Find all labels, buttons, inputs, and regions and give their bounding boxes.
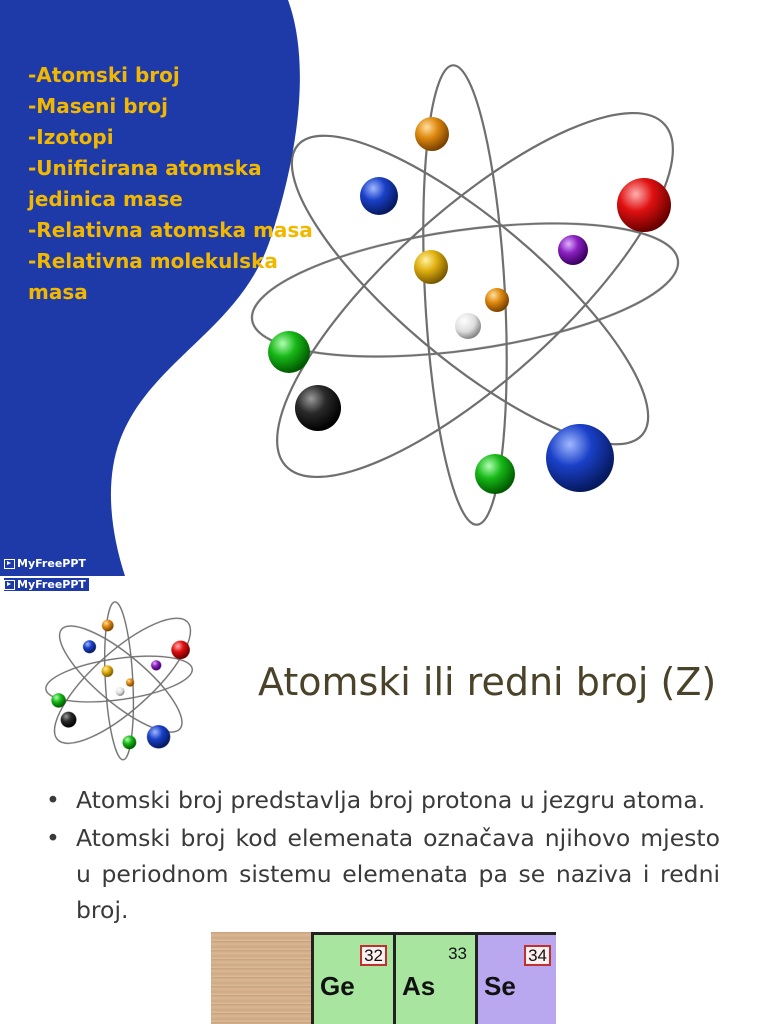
- element-symbol: As: [402, 971, 436, 1001]
- element-symbol: Ge: [320, 971, 355, 1001]
- element-cell: [396, 935, 478, 1024]
- topic-item: -Unificirana atomska jedinica mase: [28, 156, 262, 211]
- atomic-number: 34: [524, 945, 551, 966]
- element-symbol: Se: [484, 971, 516, 1001]
- topic-item: -Relativna molekulska masa: [28, 249, 278, 304]
- bullet-item: • Atomski broj predstavlja broj protona u jezgru atoma.: [40, 782, 720, 818]
- wood-background: [211, 932, 311, 1024]
- element-cell: [314, 935, 396, 1024]
- atomic-number: 33: [448, 944, 467, 963]
- bullet-list: [40, 782, 720, 930]
- topic-item: -Izotopi: [28, 125, 114, 149]
- myfreeppt-logo-icon: [4, 580, 15, 590]
- myfreeppt-brand: [4, 578, 89, 591]
- brand-label: MyFreePPT: [17, 578, 86, 591]
- periodic-table-excerpt: [211, 932, 556, 1024]
- myfreeppt-logo-icon: [4, 559, 15, 569]
- topic-item: -Maseni broj: [28, 94, 168, 118]
- bullet-item: • Atomski broj kod elemenata označava njihovo mjesto u periodnom sistemu elemenata pa se naziva i redni broj.: [40, 820, 720, 928]
- topic-item: -Relativna atomska masa: [28, 218, 313, 242]
- atomic-number: 32: [360, 945, 387, 966]
- atom-model-icon: [20, 600, 225, 765]
- element-cells: [311, 932, 556, 1024]
- slide-title: Atomski ili redni broj (Z): [258, 660, 717, 704]
- myfreeppt-brand: [4, 557, 86, 570]
- topic-item: -Atomski broj: [28, 63, 180, 87]
- element-cell: [478, 935, 556, 1024]
- brand-label: MyFreePPT: [17, 557, 86, 570]
- atom-model-icon: [225, 60, 725, 540]
